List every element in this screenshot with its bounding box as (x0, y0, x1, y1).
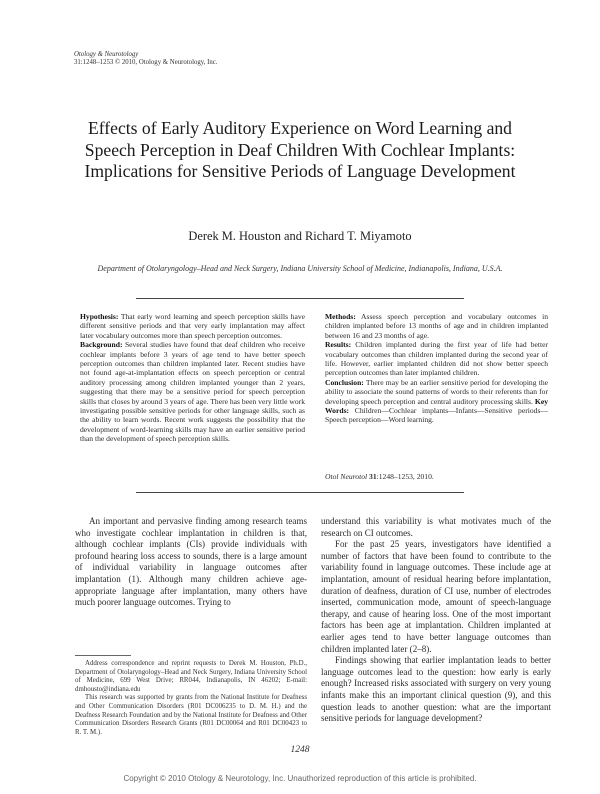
page-number: 1248 (290, 745, 310, 755)
authors: Derek M. Houston and Richard T. Miyamoto (188, 229, 412, 243)
background-label: Background: (80, 340, 123, 350)
body-paragraph: An important and pervasive finding among research teams who investigate cochlear implantation in children is that, although cochlear implants (CIs) provide individuals with profound hearing loss access to sounds, there is a large amount of individual variability in language outcomes after implantation (1). Although many children achieve age-appropriate language after implantation, many others have much poorer language outcomes. Trying to (75, 516, 307, 608)
methods-text: Assess speech perception and vocabulary outcomes in children implanted before 13 months of age and in children implanted between 16 and 23 months of age. (325, 312, 548, 340)
citation-pages: :1248–1253, 2010. (376, 472, 434, 481)
citation-journal: Otol Neurotol (325, 472, 368, 481)
conclusion-text: There may be an earlier sensitive period for developing the ability to associate the sound patterns of words to their referents than for developing speech perception and central auditory processing skills. (325, 377, 548, 406)
copyright-notice: Copyright © 2010 Otology & Neurotology, Inc. Unauthorized reproduction of this article is prohibited. (123, 774, 477, 783)
affiliation: Department of Otolaryngology–Head and Neck Surgery, Indiana University School of Medicine, Indianapolis, Indiana, U.S.A. (97, 264, 503, 273)
footnote-correspondence: Address correspondence and reprint requests to Derek M. Houston, Ph.D., Department of Otolaryngology–Head and Neck Surgery, Indiana University School of Medicine, 699 West Drive; RR044, Indianapolis, IN 46202; E-mail: dmhousto@indiana.edu (75, 660, 307, 693)
results-text: Children implanted during the first year of life had better vocabulary outcomes than children implanted during the second year of life. However, earlier implanted children did not show better speech perception outcomes than later implanted children. (325, 340, 548, 378)
citation-volume: 31 (369, 472, 377, 481)
hypothesis-text: That early word learning and speech perception skills have different sensitive periods and that very early implantation may affect later vocabulary outcomes more than speech perception outcomes. (80, 312, 305, 340)
results-label: Results: (325, 340, 352, 350)
body-paragraph: Findings showing that earlier implantation leads to better language outcomes lead to the question: how early is early enough? Increased risks associated with surgery on very young infants make this an important clinical question (9), and this question leads to another question: what are the important sensitive periods for language development? (321, 655, 551, 724)
journal-citation-line: 31:1248–1253 © 2010, Otology & Neurotology, Inc. (74, 59, 218, 67)
footnote-funding: This research was supported by grants from the National Institute for Deafness and Other Communication Disorders (R01 DC006235 to D. M. H.) and the Deafness Research Foundation and by the National Institute for Deafness and Other Communication Disorders Research Grants (R01 DC00064 and R01 DC00423 to R. T. M.). (75, 694, 307, 736)
footnote-rule (75, 655, 131, 656)
hypothesis-label: Hypothesis: (80, 312, 119, 321)
abstract-right-column (325, 312, 548, 425)
abstract-results (325, 340, 548, 378)
abstract-bottom-rule (136, 492, 464, 493)
body-paragraph: For the past 25 years, investigators have identified a number of factors that have been found to contribute to the variability found in language outcomes. These include age at implantation, amount of residual hearing before implantation, duration of deafness, duration of CI use, number of electrodes inserted, communication mode, amount of speech-language therapy, and cause of hearing loss. One of the most important factors has been age at implantation. Children implanted at earlier ages tend to have better language outcomes than children implanted later (2–8). (321, 539, 551, 654)
keywords-label: Key Words: (325, 396, 548, 416)
body-left-column (75, 516, 307, 609)
journal-header (74, 51, 217, 68)
keywords-text: Children—Cochlear implants—Infants—Sensitive periods—Speech perception—Word learning. (325, 406, 548, 425)
article-title: Effects of Early Auditory Experience on Word Learning and Speech Perception in Deaf Children With Cochlear Implants: Implications for Sensitive Periods of Language Development (84, 118, 516, 182)
abstract-hypothesis (80, 312, 305, 340)
abstract-top-rule (136, 298, 464, 299)
footnotes (75, 660, 307, 737)
background-text: Several studies have found that deaf children who receive cochlear implants before 3 years of age tend to have better speech perception outcomes than children implanted later. Recent studies have not found age-at-implantation effects on speech perception or central auditory processing among children implanted younger than 2 years, suggesting that there may be a sensitive period for speech perception skills that closes by around 3 years of age. There has been very little work investigating possible sensitive periods for other language skills, such as the ability to learn words. Recent work suggests the possibility that the development of word-learning skills may have an earlier sensitive period than the development of speech perception skills. (80, 340, 305, 444)
citation (325, 472, 548, 481)
abstract-left-column (80, 312, 305, 444)
abstract-background (80, 340, 305, 443)
journal-name: Otology & Neurotology (74, 51, 139, 58)
abstract-conclusion (325, 378, 548, 425)
conclusion-label: Conclusion: (325, 377, 364, 387)
body-right-column (321, 516, 551, 725)
body-paragraph: understand this variability is what motivates much of the research on CI outcomes. (321, 516, 551, 538)
methods-label: Methods: (325, 312, 356, 321)
abstract-methods (325, 312, 548, 340)
